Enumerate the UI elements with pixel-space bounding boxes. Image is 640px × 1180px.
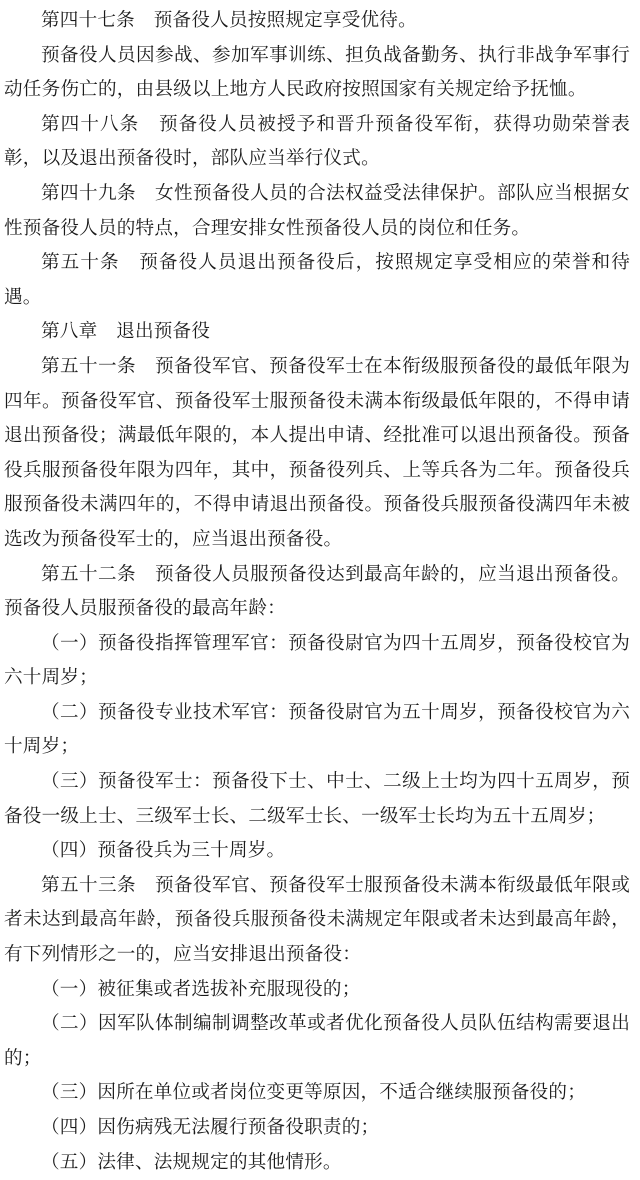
article-53-item-4: （四）因伤病残无法履行预备役职责的； [41, 1117, 380, 1138]
chapter-8-title: 第八章 退出预备役 [41, 321, 211, 343]
article-48: 第四十八条 预备役人员被授予和晋升预备役军衔，获得功勋荣誉表彰，以及退出预备役时，部队应当举行仪式。 [4, 113, 630, 170]
article-47-body: 预备役人员因参战、参加军事训练、担负战备勤务、执行非战争军事行动任务伤亡的，由县级以上地方人民政府按照国家有关规定给予抚恤。 [4, 44, 630, 101]
article-49: 第四十九条 女性预备役人员的合法权益受法律保护。部队应当根据女性预备役人员的特点，合理安排女性预备役人员的岗位和任务。 [4, 182, 630, 239]
article-47-heading: 第四十七条 预备役人员按照规定享受优待。 [41, 10, 417, 31]
article-53-item-2: （二）因军队体制编制调整改革或者优化预备役人员队伍结构需要退出的； [4, 1013, 630, 1069]
article-51: 第五十一条 预备役军官、预备役军士在本衔级服预备役的最低年限为四年。预备役军官、预备役军士服预备役未满本衔级最低年限的，不得申请退出预备役；满最低年限的，本人提出申请、经批准可以退出预备役。预备役兵服预备役年限为四年，其中，预备役列兵、上等兵各为二年。预备役兵服预备役未满四年的，不得申请退出预备役。预备役兵服预备役满四年未被选改为预备役军士的，应当退出预备役。 [4, 355, 630, 550]
article-53-item-3: （三）因所在单位或者岗位变更等原因，不适合继续服预备役的； [41, 1082, 587, 1104]
article-52: 第五十二条 预备役人员服预备役达到最高年龄的，应当退出预备役。预备役人员服预备役的最高年龄： [4, 563, 630, 620]
article-53-item-5: （五）法律、法规规定的其他情形。 [41, 1151, 342, 1173]
article-52-item-1: （一）预备役指挥管理军官：预备役尉官为四十五周岁，预备役校官为六十周岁； [4, 632, 630, 689]
article-53-item-1: （一）被征集或者选拔补充服现役的； [41, 978, 361, 1000]
article-53: 第五十三条 预备役军官、预备役军士服预备役未满本衔级最低年限或者未达到最高年龄，预备役兵服预备役未满规定年限或者未达到最高年龄，有下列情形之一的，应当安排退出预备役： [4, 874, 630, 966]
article-52-item-4: （四）预备役兵为三十周岁。 [41, 840, 286, 862]
article-50: 第五十条 预备役人员退出预备役后，按照规定享受相应的荣誉和待遇。 [4, 252, 630, 308]
article-52-item-3: （三）预备役军士：预备役下士、中士、二级上士均为四十五周岁，预备役一级上士、三级军士长、二级军士长、一级军士长均为五十五周岁； [4, 771, 630, 827]
article-52-item-2: （二）预备役专业技术军官：预备役尉官为五十周岁，预备役校官为六十周岁； [4, 701, 630, 758]
